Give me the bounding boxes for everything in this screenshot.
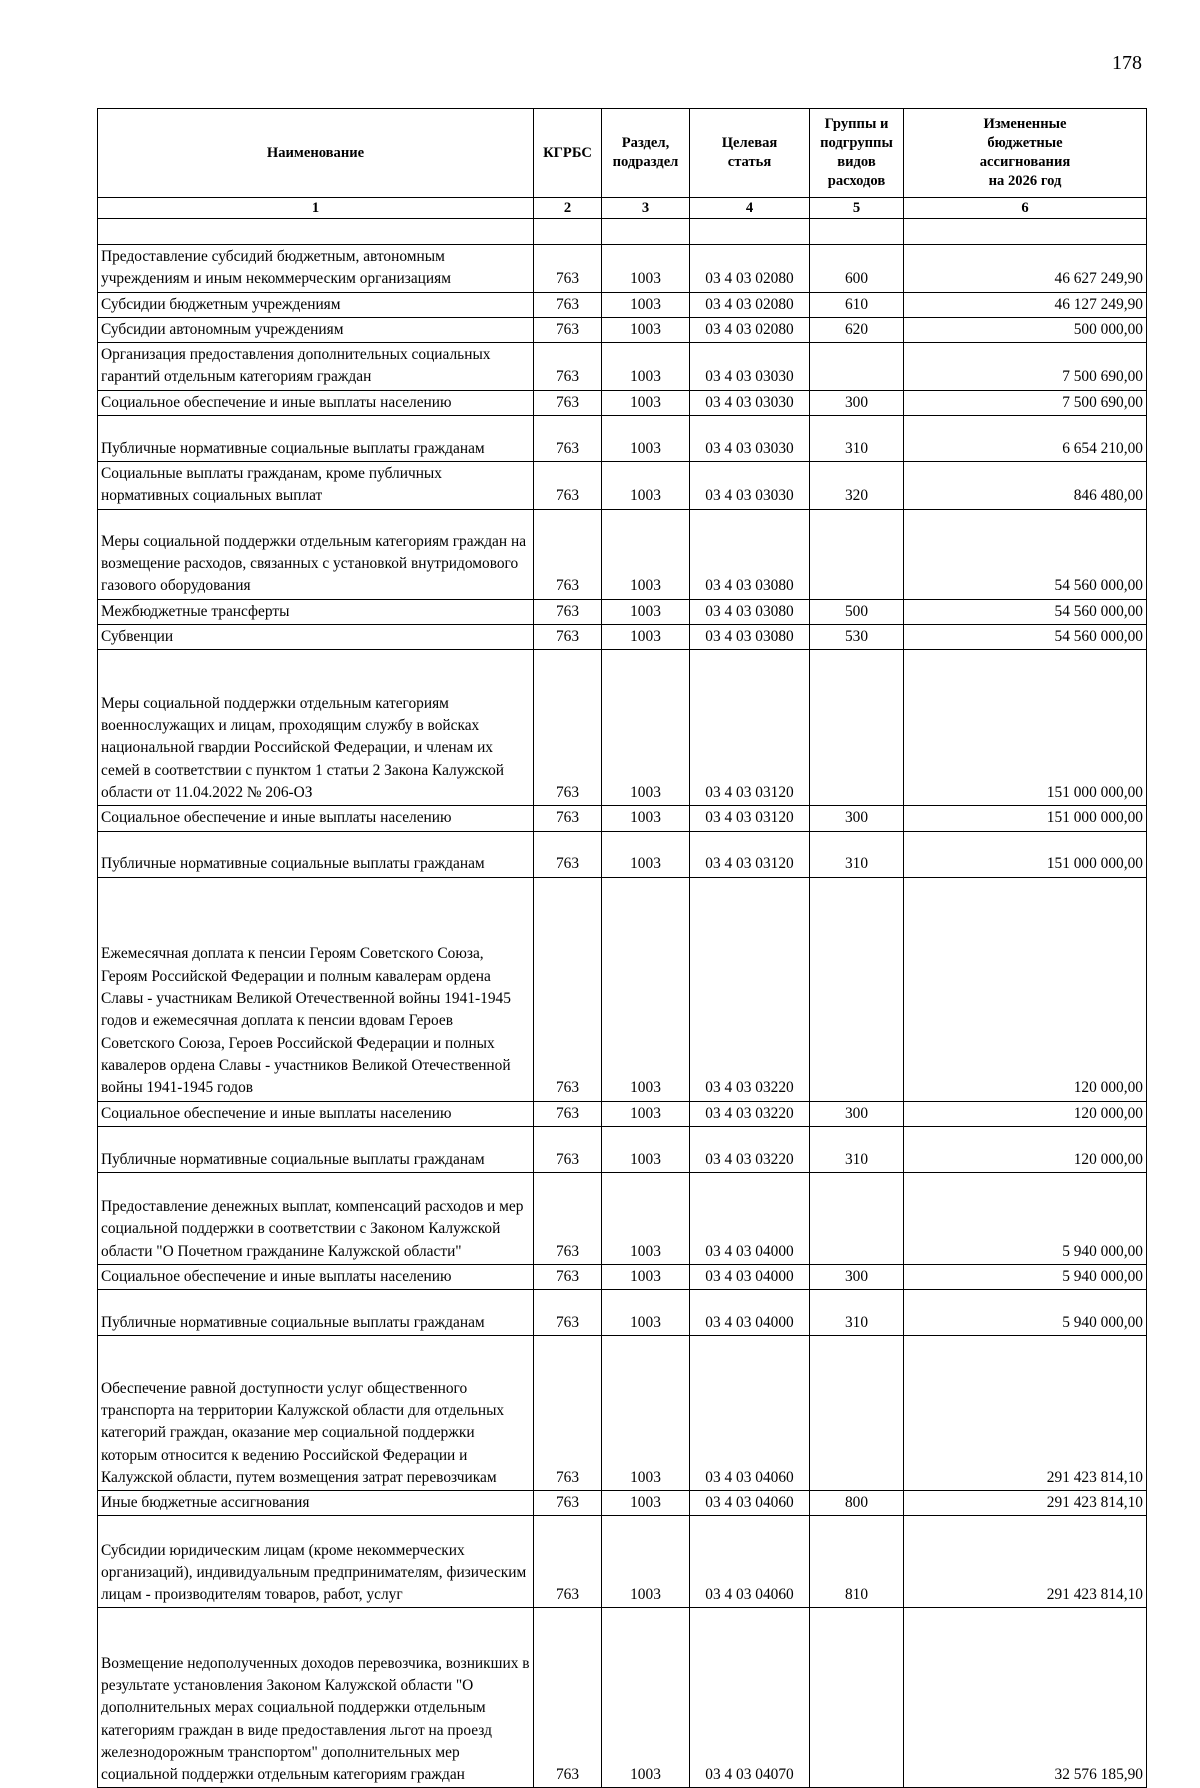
row-kgrbs-cell: 763 — [534, 509, 602, 599]
row-amount-cell: 151 000 000,00 — [904, 650, 1147, 806]
column-number: 5 — [810, 198, 904, 219]
row-section-cell: 1003 — [602, 650, 690, 806]
row-name-cell: Меры социальной поддержки отдельным категориям граждан на возмещение расходов, связанных с установкой внутридомового газового оборудования — [98, 509, 534, 599]
row-group-cell: 310 — [810, 416, 904, 462]
table-row — [98, 292, 1147, 317]
row-section-cell: 1003 — [602, 343, 690, 391]
row-target-cell: 03 4 03 04060 — [690, 1336, 810, 1491]
row-section-cell: 1003 — [602, 1336, 690, 1491]
row-name-cell: Субсидии автономным учреждениям — [98, 317, 534, 342]
row-kgrbs-cell: 763 — [534, 292, 602, 317]
table-row — [98, 831, 1147, 877]
row-group-cell: 530 — [810, 624, 904, 649]
row-section-cell: 1003 — [602, 245, 690, 293]
column-number: 2 — [534, 198, 602, 219]
row-target-cell: 03 4 03 04000 — [690, 1264, 810, 1289]
row-group-cell: 300 — [810, 1264, 904, 1289]
row-kgrbs-cell: 763 — [534, 1336, 602, 1491]
row-group-cell — [810, 877, 904, 1101]
row-section-cell: 1003 — [602, 599, 690, 624]
table-row — [98, 1516, 1147, 1608]
row-kgrbs-cell: 763 — [534, 1608, 602, 1788]
row-group-cell: 310 — [810, 1126, 904, 1172]
table-row — [98, 1336, 1147, 1491]
header-kgrbs: КГРБС — [534, 109, 602, 198]
row-amount-cell: 846 480,00 — [904, 462, 1147, 510]
table-row — [98, 624, 1147, 649]
row-group-cell — [810, 1172, 904, 1264]
table-row — [98, 509, 1147, 599]
table-row — [98, 317, 1147, 342]
row-kgrbs-cell: 763 — [534, 599, 602, 624]
column-number-row — [98, 198, 1147, 219]
row-name-cell: Организация предоставления дополнительных социальных гарантий отдельным категориям граждан — [98, 343, 534, 391]
row-name-cell: Возмещение недополученных доходов перевозчика, возникших в результате установления Законом Калужской области "О дополнительных мерах социальной поддержки отдельным категориям граждан в виде предоставления льгот на проезд железнодорожным транспортом" дополнительных мер социальной поддержки отдельным категориям граждан — [98, 1608, 534, 1788]
row-section-cell: 1003 — [602, 624, 690, 649]
row-section-cell: 1003 — [602, 390, 690, 415]
row-target-cell: 03 4 03 03080 — [690, 624, 810, 649]
row-name-cell: Социальные выплаты гражданам, кроме публичных нормативных социальных выплат — [98, 462, 534, 510]
row-section-cell: 1003 — [602, 1290, 690, 1336]
table-row — [98, 877, 1147, 1101]
row-name-cell: Социальное обеспечение и иные выплаты населению — [98, 390, 534, 415]
row-kgrbs-cell: 763 — [534, 1290, 602, 1336]
row-name-cell: Социальное обеспечение и иные выплаты населению — [98, 806, 534, 831]
row-group-cell: 300 — [810, 390, 904, 415]
row-target-cell: 03 4 03 03080 — [690, 599, 810, 624]
table-row — [98, 1126, 1147, 1172]
row-kgrbs-cell: 763 — [534, 624, 602, 649]
row-target-cell: 03 4 03 04060 — [690, 1491, 810, 1516]
row-group-cell: 610 — [810, 292, 904, 317]
row-group-cell: 320 — [810, 462, 904, 510]
row-group-cell: 300 — [810, 1101, 904, 1126]
row-group-cell — [810, 343, 904, 391]
header-groups: Группы и подгруппы видов расходов — [810, 109, 904, 198]
column-number: 6 — [904, 198, 1147, 219]
row-amount-cell: 46 627 249,90 — [904, 245, 1147, 293]
row-amount-cell: 291 423 814,10 — [904, 1336, 1147, 1491]
row-kgrbs-cell: 763 — [534, 245, 602, 293]
table-body — [98, 219, 1147, 1788]
row-target-cell: 03 4 03 02080 — [690, 292, 810, 317]
table-row — [98, 343, 1147, 391]
table-row — [98, 1172, 1147, 1264]
row-section-cell: 1003 — [602, 1126, 690, 1172]
row-amount-cell: 46 127 249,90 — [904, 292, 1147, 317]
table-row — [98, 599, 1147, 624]
header-section: Раздел, подраздел — [602, 109, 690, 198]
row-kgrbs-cell: 763 — [534, 1101, 602, 1126]
table-row — [98, 650, 1147, 806]
row-target-cell: 03 4 03 03220 — [690, 877, 810, 1101]
row-section-cell: 1003 — [602, 1172, 690, 1264]
row-section-cell: 1003 — [602, 292, 690, 317]
row-amount-cell: 291 423 814,10 — [904, 1516, 1147, 1608]
row-group-cell: 310 — [810, 831, 904, 877]
row-kgrbs-cell: 763 — [534, 1172, 602, 1264]
row-target-cell: 03 4 03 03220 — [690, 1126, 810, 1172]
row-name-cell: Публичные нормативные социальные выплаты гражданам — [98, 1126, 534, 1172]
row-amount-cell: 5 940 000,00 — [904, 1172, 1147, 1264]
row-kgrbs-cell: 763 — [534, 462, 602, 510]
row-group-cell: 620 — [810, 317, 904, 342]
row-group-cell: 500 — [810, 599, 904, 624]
row-section-cell: 1003 — [602, 806, 690, 831]
row-name-cell: Субсидии бюджетным учреждениям — [98, 292, 534, 317]
row-section-cell: 1003 — [602, 462, 690, 510]
spacer-row — [98, 219, 1147, 245]
row-group-cell — [810, 1336, 904, 1491]
row-target-cell: 03 4 03 03030 — [690, 343, 810, 391]
row-kgrbs-cell: 763 — [534, 1264, 602, 1289]
row-target-cell: 03 4 03 03120 — [690, 831, 810, 877]
row-group-cell: 810 — [810, 1516, 904, 1608]
row-amount-cell: 54 560 000,00 — [904, 509, 1147, 599]
row-kgrbs-cell: 763 — [534, 650, 602, 806]
row-amount-cell: 6 654 210,00 — [904, 416, 1147, 462]
row-amount-cell: 54 560 000,00 — [904, 624, 1147, 649]
header-amount: Измененные бюджетные ассигнования на 2026 год — [904, 109, 1147, 198]
row-amount-cell: 32 576 185,90 — [904, 1608, 1147, 1788]
row-name-cell: Публичные нормативные социальные выплаты гражданам — [98, 1290, 534, 1336]
row-amount-cell: 120 000,00 — [904, 1101, 1147, 1126]
row-amount-cell: 5 940 000,00 — [904, 1290, 1147, 1336]
row-target-cell: 03 4 03 04000 — [690, 1172, 810, 1264]
row-section-cell: 1003 — [602, 1491, 690, 1516]
row-amount-cell: 54 560 000,00 — [904, 599, 1147, 624]
row-name-cell: Субсидии юридическим лицам (кроме некоммерческих организаций), индивидуальным предпринимателям, физическим лицам - производителям товаров, работ, услуг — [98, 1516, 534, 1608]
row-section-cell: 1003 — [602, 416, 690, 462]
row-kgrbs-cell: 763 — [534, 1126, 602, 1172]
row-name-cell: Предоставление субсидий бюджетным, автономным учреждениям и иным некоммерческим организациям — [98, 245, 534, 293]
row-section-cell: 1003 — [602, 1101, 690, 1126]
row-target-cell: 03 4 03 02080 — [690, 317, 810, 342]
row-group-cell: 600 — [810, 245, 904, 293]
table-row — [98, 1491, 1147, 1516]
row-name-cell: Социальное обеспечение и иные выплаты населению — [98, 1101, 534, 1126]
row-name-cell: Обеспечение равной доступности услуг общественного транспорта на территории Калужской области для отдельных категорий граждан, оказание мер социальной поддержки которым относится к ведению Российской Федерации и Калужской области, путем возмещения затрат перевозчикам — [98, 1336, 534, 1491]
header-name: Наименование — [98, 109, 534, 198]
column-number: 1 — [98, 198, 534, 219]
row-target-cell: 03 4 03 02080 — [690, 245, 810, 293]
row-kgrbs-cell: 763 — [534, 1516, 602, 1608]
table-row — [98, 806, 1147, 831]
row-amount-cell: 151 000 000,00 — [904, 806, 1147, 831]
row-kgrbs-cell: 763 — [534, 1491, 602, 1516]
row-target-cell: 03 4 03 03030 — [690, 416, 810, 462]
row-amount-cell: 151 000 000,00 — [904, 831, 1147, 877]
row-kgrbs-cell: 763 — [534, 877, 602, 1101]
row-target-cell: 03 4 03 03220 — [690, 1101, 810, 1126]
row-name-cell: Межбюджетные трансферты — [98, 599, 534, 624]
row-section-cell: 1003 — [602, 1516, 690, 1608]
row-target-cell: 03 4 03 03120 — [690, 806, 810, 831]
table-header-row — [98, 109, 1147, 198]
row-name-cell: Меры социальной поддержки отдельным категориям военнослужащих и лицам, проходящим службу в войсках национальной гвардии Российской Федерации, и членам их семей в соответствии с пунктом 1 статьи 2 Закона Калужской области от 11.04.2022 № 206-ОЗ — [98, 650, 534, 806]
row-kgrbs-cell: 763 — [534, 806, 602, 831]
row-group-cell — [810, 650, 904, 806]
table-row — [98, 1101, 1147, 1126]
row-amount-cell: 291 423 814,10 — [904, 1491, 1147, 1516]
row-name-cell: Субвенции — [98, 624, 534, 649]
row-target-cell: 03 4 03 04000 — [690, 1290, 810, 1336]
table-row — [98, 1264, 1147, 1289]
row-group-cell: 800 — [810, 1491, 904, 1516]
column-number: 4 — [690, 198, 810, 219]
row-target-cell: 03 4 03 03080 — [690, 509, 810, 599]
row-amount-cell: 500 000,00 — [904, 317, 1147, 342]
row-name-cell: Публичные нормативные социальные выплаты гражданам — [98, 416, 534, 462]
row-section-cell: 1003 — [602, 1608, 690, 1788]
row-name-cell: Иные бюджетные ассигнования — [98, 1491, 534, 1516]
page-number: 178 — [1112, 52, 1142, 74]
row-section-cell: 1003 — [602, 317, 690, 342]
row-amount-cell: 120 000,00 — [904, 877, 1147, 1101]
row-section-cell: 1003 — [602, 831, 690, 877]
row-kgrbs-cell: 763 — [534, 317, 602, 342]
row-amount-cell: 7 500 690,00 — [904, 390, 1147, 415]
table-row — [98, 1608, 1147, 1788]
row-name-cell: Предоставление денежных выплат, компенсаций расходов и мер социальной поддержки в соответствии с Законом Калужской области "О Почетном гражданине Калужской области" — [98, 1172, 534, 1264]
table-row — [98, 1290, 1147, 1336]
row-amount-cell: 120 000,00 — [904, 1126, 1147, 1172]
row-kgrbs-cell: 763 — [534, 390, 602, 415]
row-amount-cell: 5 940 000,00 — [904, 1264, 1147, 1289]
column-number: 3 — [602, 198, 690, 219]
table-row — [98, 245, 1147, 293]
table-row — [98, 390, 1147, 415]
row-kgrbs-cell: 763 — [534, 831, 602, 877]
row-section-cell: 1003 — [602, 1264, 690, 1289]
row-amount-cell: 7 500 690,00 — [904, 343, 1147, 391]
row-target-cell: 03 4 03 03120 — [690, 650, 810, 806]
row-target-cell: 03 4 03 04060 — [690, 1516, 810, 1608]
row-group-cell: 310 — [810, 1290, 904, 1336]
table-row — [98, 416, 1147, 462]
row-group-cell: 300 — [810, 806, 904, 831]
row-name-cell: Публичные нормативные социальные выплаты гражданам — [98, 831, 534, 877]
row-target-cell: 03 4 03 03030 — [690, 390, 810, 415]
table-row — [98, 462, 1147, 510]
row-name-cell: Социальное обеспечение и иные выплаты населению — [98, 1264, 534, 1289]
row-group-cell — [810, 1608, 904, 1788]
budget-table — [97, 108, 1147, 1788]
row-section-cell: 1003 — [602, 509, 690, 599]
row-name-cell: Ежемесячная доплата к пенсии Героям Советского Союза, Героям Российской Федерации и полным кавалерам ордена Славы - участникам Великой Отечественной войны 1941-1945 годов и ежемесячная доплата к пенсии вдовам Героев Советского Союза, Героев Российской Федерации и полных кавалеров ордена Славы - участников Великой Отечественной войны 1941-1945 годов — [98, 877, 534, 1101]
row-group-cell — [810, 509, 904, 599]
row-kgrbs-cell: 763 — [534, 343, 602, 391]
header-target: Целевая статья — [690, 109, 810, 198]
row-section-cell: 1003 — [602, 877, 690, 1101]
row-kgrbs-cell: 763 — [534, 416, 602, 462]
row-target-cell: 03 4 03 04070 — [690, 1608, 810, 1788]
row-target-cell: 03 4 03 03030 — [690, 462, 810, 510]
